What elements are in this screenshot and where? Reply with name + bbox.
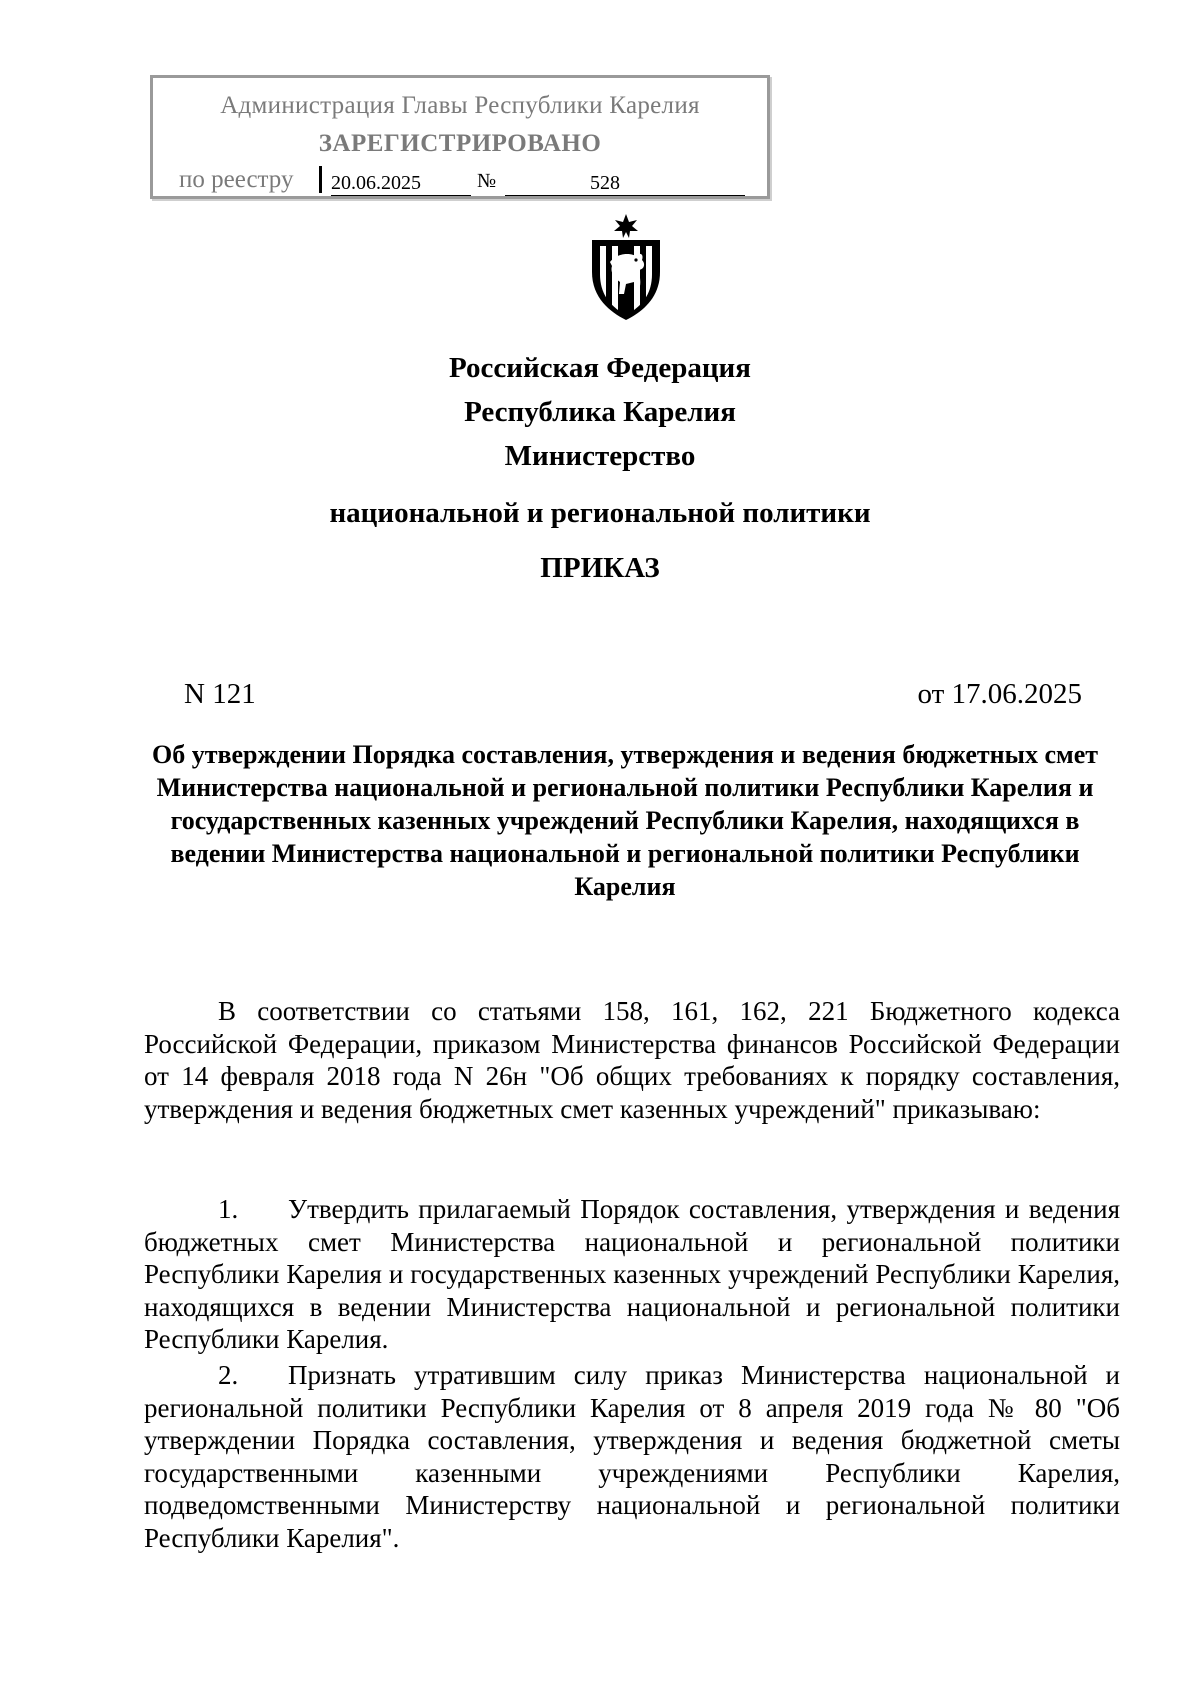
- list-item-number: 1.: [218, 1194, 239, 1224]
- stamp-organization: Администрация Главы Республики Карелия: [220, 92, 700, 119]
- coat-of-arms-karelia-icon: [586, 212, 666, 322]
- header-ministry: Министерство: [504, 440, 696, 472]
- preamble-paragraph: В соответствии со статьями 158, 161, 162, 221 Бюджетного кодекса Российской Федерации, приказом Министерства финансов Российской Федерации от 14 февраля 2018 года N 26н "Об общих требованиях к порядку составления, утверждения и ведения бюджетных смет казенных учреждений" приказываю:: [144, 996, 1120, 1124]
- document-type: ПРИКАЗ: [540, 552, 660, 584]
- order-date: от 17.06.2025: [917, 678, 1082, 710]
- list-item: [144, 1359, 1120, 1554]
- document-title: Об утверждении Порядка составления, утверждения и ведения бюджетных смет Министерства национальной и региональной политики Республики Карелия и государственных казенных учреждений Республики Карелия, находящихся в ведении Министерства национальной и региональной политики Республики Карелия: [151, 740, 1099, 901]
- header-republic: Республика Карелия: [464, 396, 736, 428]
- list-item-text: Утвердить прилагаемый Порядок составления, утверждения и ведения бюджетных смет Министерства национальной и региональной политики Республики Карелия и государственных казенных учреждений Республики Карелия, находящихся в ведении Министерства национальной и региональной политики Республики Карелия.: [144, 1194, 1120, 1354]
- order-number: N 121: [184, 678, 256, 710]
- list-item-text: Признать утратившим силу приказ Министерства национальной и региональной политики Республики Карелия от 8 апреля 2019 года № 80 "Об утверждении Порядка составления, утверждения и ведения бюджетной сметы государственными казенными учреждениями Республики Карелия, подведомственными Министерству национальной и региональной политики Республики Карелия".: [144, 1360, 1120, 1553]
- stamp-registry-row: [179, 166, 779, 196]
- stamp-registry-label: по реестру: [179, 166, 294, 193]
- stamp-number-sign: №: [477, 170, 497, 192]
- list-item-number: 2.: [218, 1360, 239, 1390]
- registration-stamp: [150, 75, 770, 199]
- stamp-divider: [319, 166, 322, 193]
- stamp-date: 20.06.2025: [331, 172, 471, 196]
- header-ministry-name: национальной и региональной политики: [329, 497, 871, 529]
- header-country: Российская Федерация: [449, 352, 751, 384]
- stamp-status: ЗАРЕГИСТРИРОВАНО: [318, 130, 602, 157]
- list-item: [144, 1193, 1120, 1356]
- stamp-number: 528: [505, 172, 745, 196]
